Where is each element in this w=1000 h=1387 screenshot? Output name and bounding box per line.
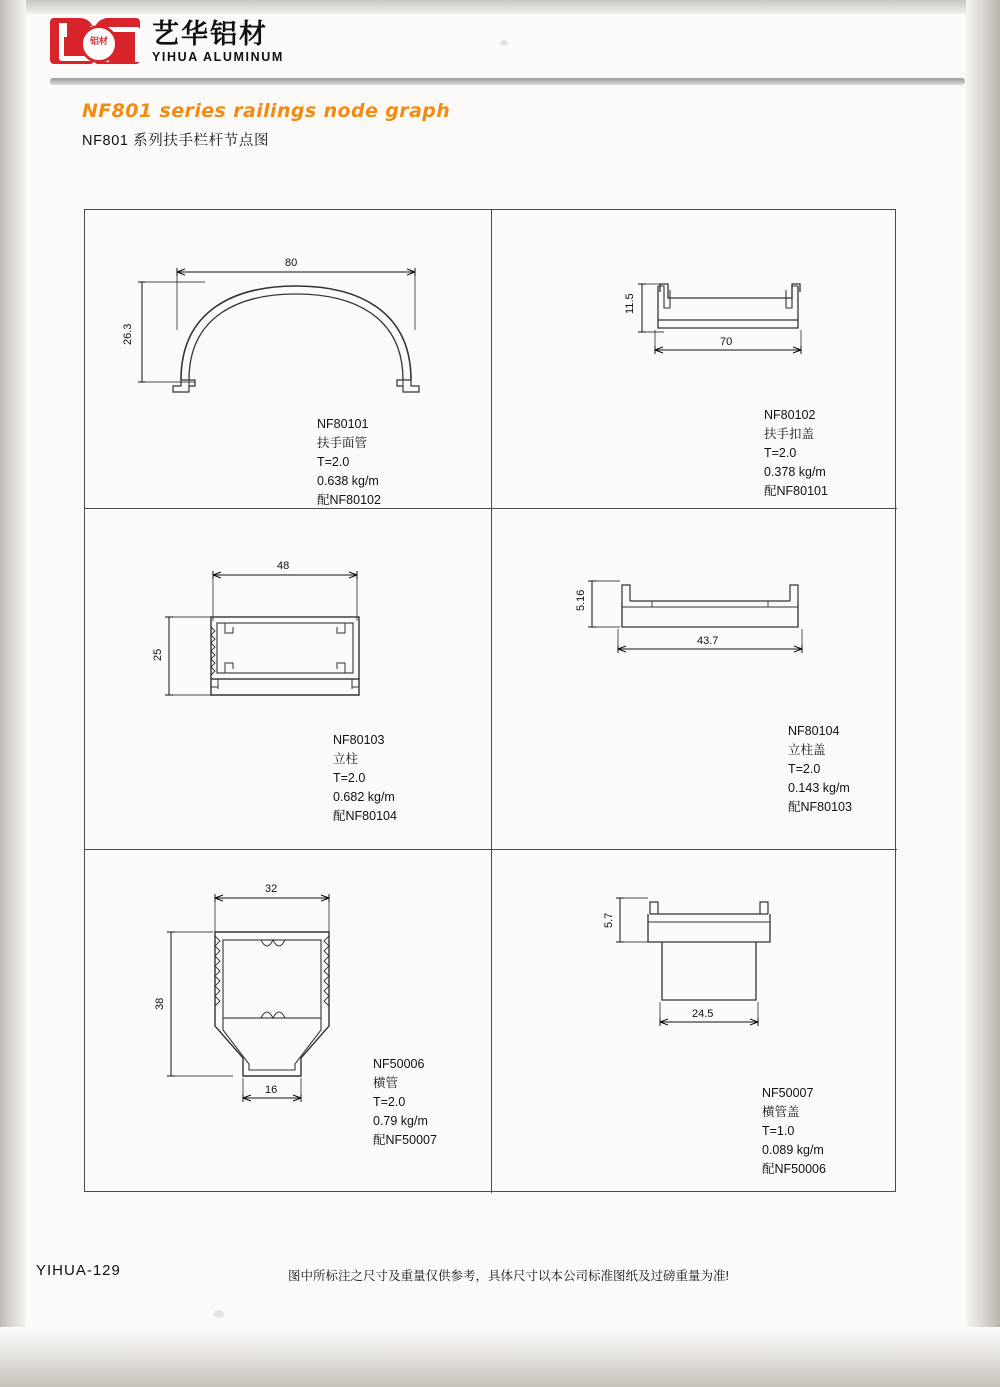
header-divider: [50, 78, 965, 85]
dim-width-nf80101: 80: [285, 257, 298, 269]
logo-icon: [50, 16, 142, 68]
brand-name-en: YIHUA ALUMINUM: [152, 50, 284, 64]
brand-logo: [50, 16, 284, 68]
page-title-cn: NF801 系列扶手栏杆节点图: [82, 133, 270, 149]
caption-nf80104: [788, 722, 852, 817]
profile-weight: 0.682 kg/m: [333, 790, 395, 804]
profile-thickness: T=2.0: [373, 1095, 406, 1109]
caption-nf50007: [762, 1084, 826, 1179]
logo-badge-label: 铝材: [89, 36, 108, 46]
profile-code: NF50007: [762, 1086, 814, 1100]
dim-width-nf50007: 24.5: [692, 1008, 714, 1020]
profile-code: NF80101: [317, 417, 369, 431]
profile-name: 扶手面管: [317, 436, 368, 450]
dim-width-nf80102: 70: [720, 336, 733, 348]
profile-name: 立柱盖: [788, 743, 826, 757]
dim-height-nf80102: 11.5: [624, 293, 636, 314]
caption-nf80101: [317, 415, 381, 510]
profile-match: 配NF80102: [317, 493, 381, 507]
dim-height-nf50006: 38: [154, 997, 166, 1010]
profile-code: NF80102: [764, 408, 816, 422]
drawing-nf50007: [492, 850, 897, 1130]
dim-base-nf50006: 16: [265, 1084, 278, 1096]
scan-artifact: [500, 40, 508, 46]
dim-height-nf50007: 5.7: [603, 912, 615, 928]
dim-height-nf80104: 5.16: [575, 589, 587, 611]
profile-weight: 0.378 kg/m: [764, 465, 826, 479]
drawing-nf80101: [85, 210, 491, 410]
profiles-grid: [84, 209, 896, 1192]
profile-cell-nf80101: [85, 210, 491, 508]
profile-thickness: T=2.0: [317, 455, 350, 469]
dim-width-nf50006: 32: [265, 883, 278, 895]
footer-page-code: YIHUA-129: [36, 1262, 121, 1279]
brand-name-cn: 艺华铝材: [152, 19, 268, 49]
scan-artifact: [214, 1310, 224, 1318]
drawing-nf80104: [492, 509, 897, 724]
profile-weight: 0.638 kg/m: [317, 474, 379, 488]
profile-weight: 0.143 kg/m: [788, 781, 850, 795]
dim-width-nf80104: 43.7: [697, 635, 719, 647]
profile-weight: 0.089 kg/m: [762, 1143, 824, 1157]
profile-thickness: T=2.0: [788, 762, 821, 776]
profile-name: 横管: [373, 1076, 399, 1090]
caption-nf50006: [373, 1055, 437, 1150]
dim-height-nf80103: 25: [152, 648, 164, 661]
page-edge-left: [0, 0, 26, 1387]
profile-name: 立柱: [333, 752, 359, 766]
footer-note: 图中所标注之尺寸及重量仅供参考，具体尺寸以本公司标准图纸及过磅重量为准!: [288, 1269, 729, 1283]
profile-match: 配NF80104: [333, 809, 397, 823]
profile-cell-nf50006: [85, 850, 491, 1193]
drawing-nf80102: [492, 210, 897, 410]
profile-thickness: T=2.0: [764, 446, 797, 460]
profile-thickness: T=2.0: [333, 771, 366, 785]
profile-cell-nf80103: [85, 509, 491, 849]
profile-match: 配NF80103: [788, 800, 852, 814]
profile-name: 扶手扣盖: [764, 427, 815, 441]
profile-thickness: T=1.0: [762, 1124, 795, 1138]
profile-cell-nf80102: [492, 210, 897, 508]
dim-width-nf80103: 48: [277, 560, 290, 572]
profile-cell-nf50007: [492, 850, 897, 1193]
profile-match: 配NF50006: [762, 1162, 826, 1176]
page-title-en: NF801 series railings node graph: [82, 100, 451, 122]
profile-match: 配NF80101: [764, 484, 828, 498]
page-edge-right: [966, 0, 1000, 1387]
drawing-nf80103: [85, 509, 491, 724]
profile-cell-nf80104: [492, 509, 897, 849]
profile-code: NF80104: [788, 724, 840, 738]
caption-nf80102: [764, 406, 828, 501]
profile-match: 配NF50007: [373, 1133, 437, 1147]
dim-height-nf80101: 26.3: [122, 323, 134, 345]
brand-text: [152, 19, 284, 65]
profile-name: 横管盖: [762, 1105, 800, 1119]
page-edge-bottom: [0, 1327, 1000, 1387]
profile-code: NF50006: [373, 1057, 425, 1071]
profile-code: NF80103: [333, 733, 385, 747]
profile-weight: 0.79 kg/m: [373, 1114, 428, 1128]
caption-nf80103: [333, 731, 397, 826]
